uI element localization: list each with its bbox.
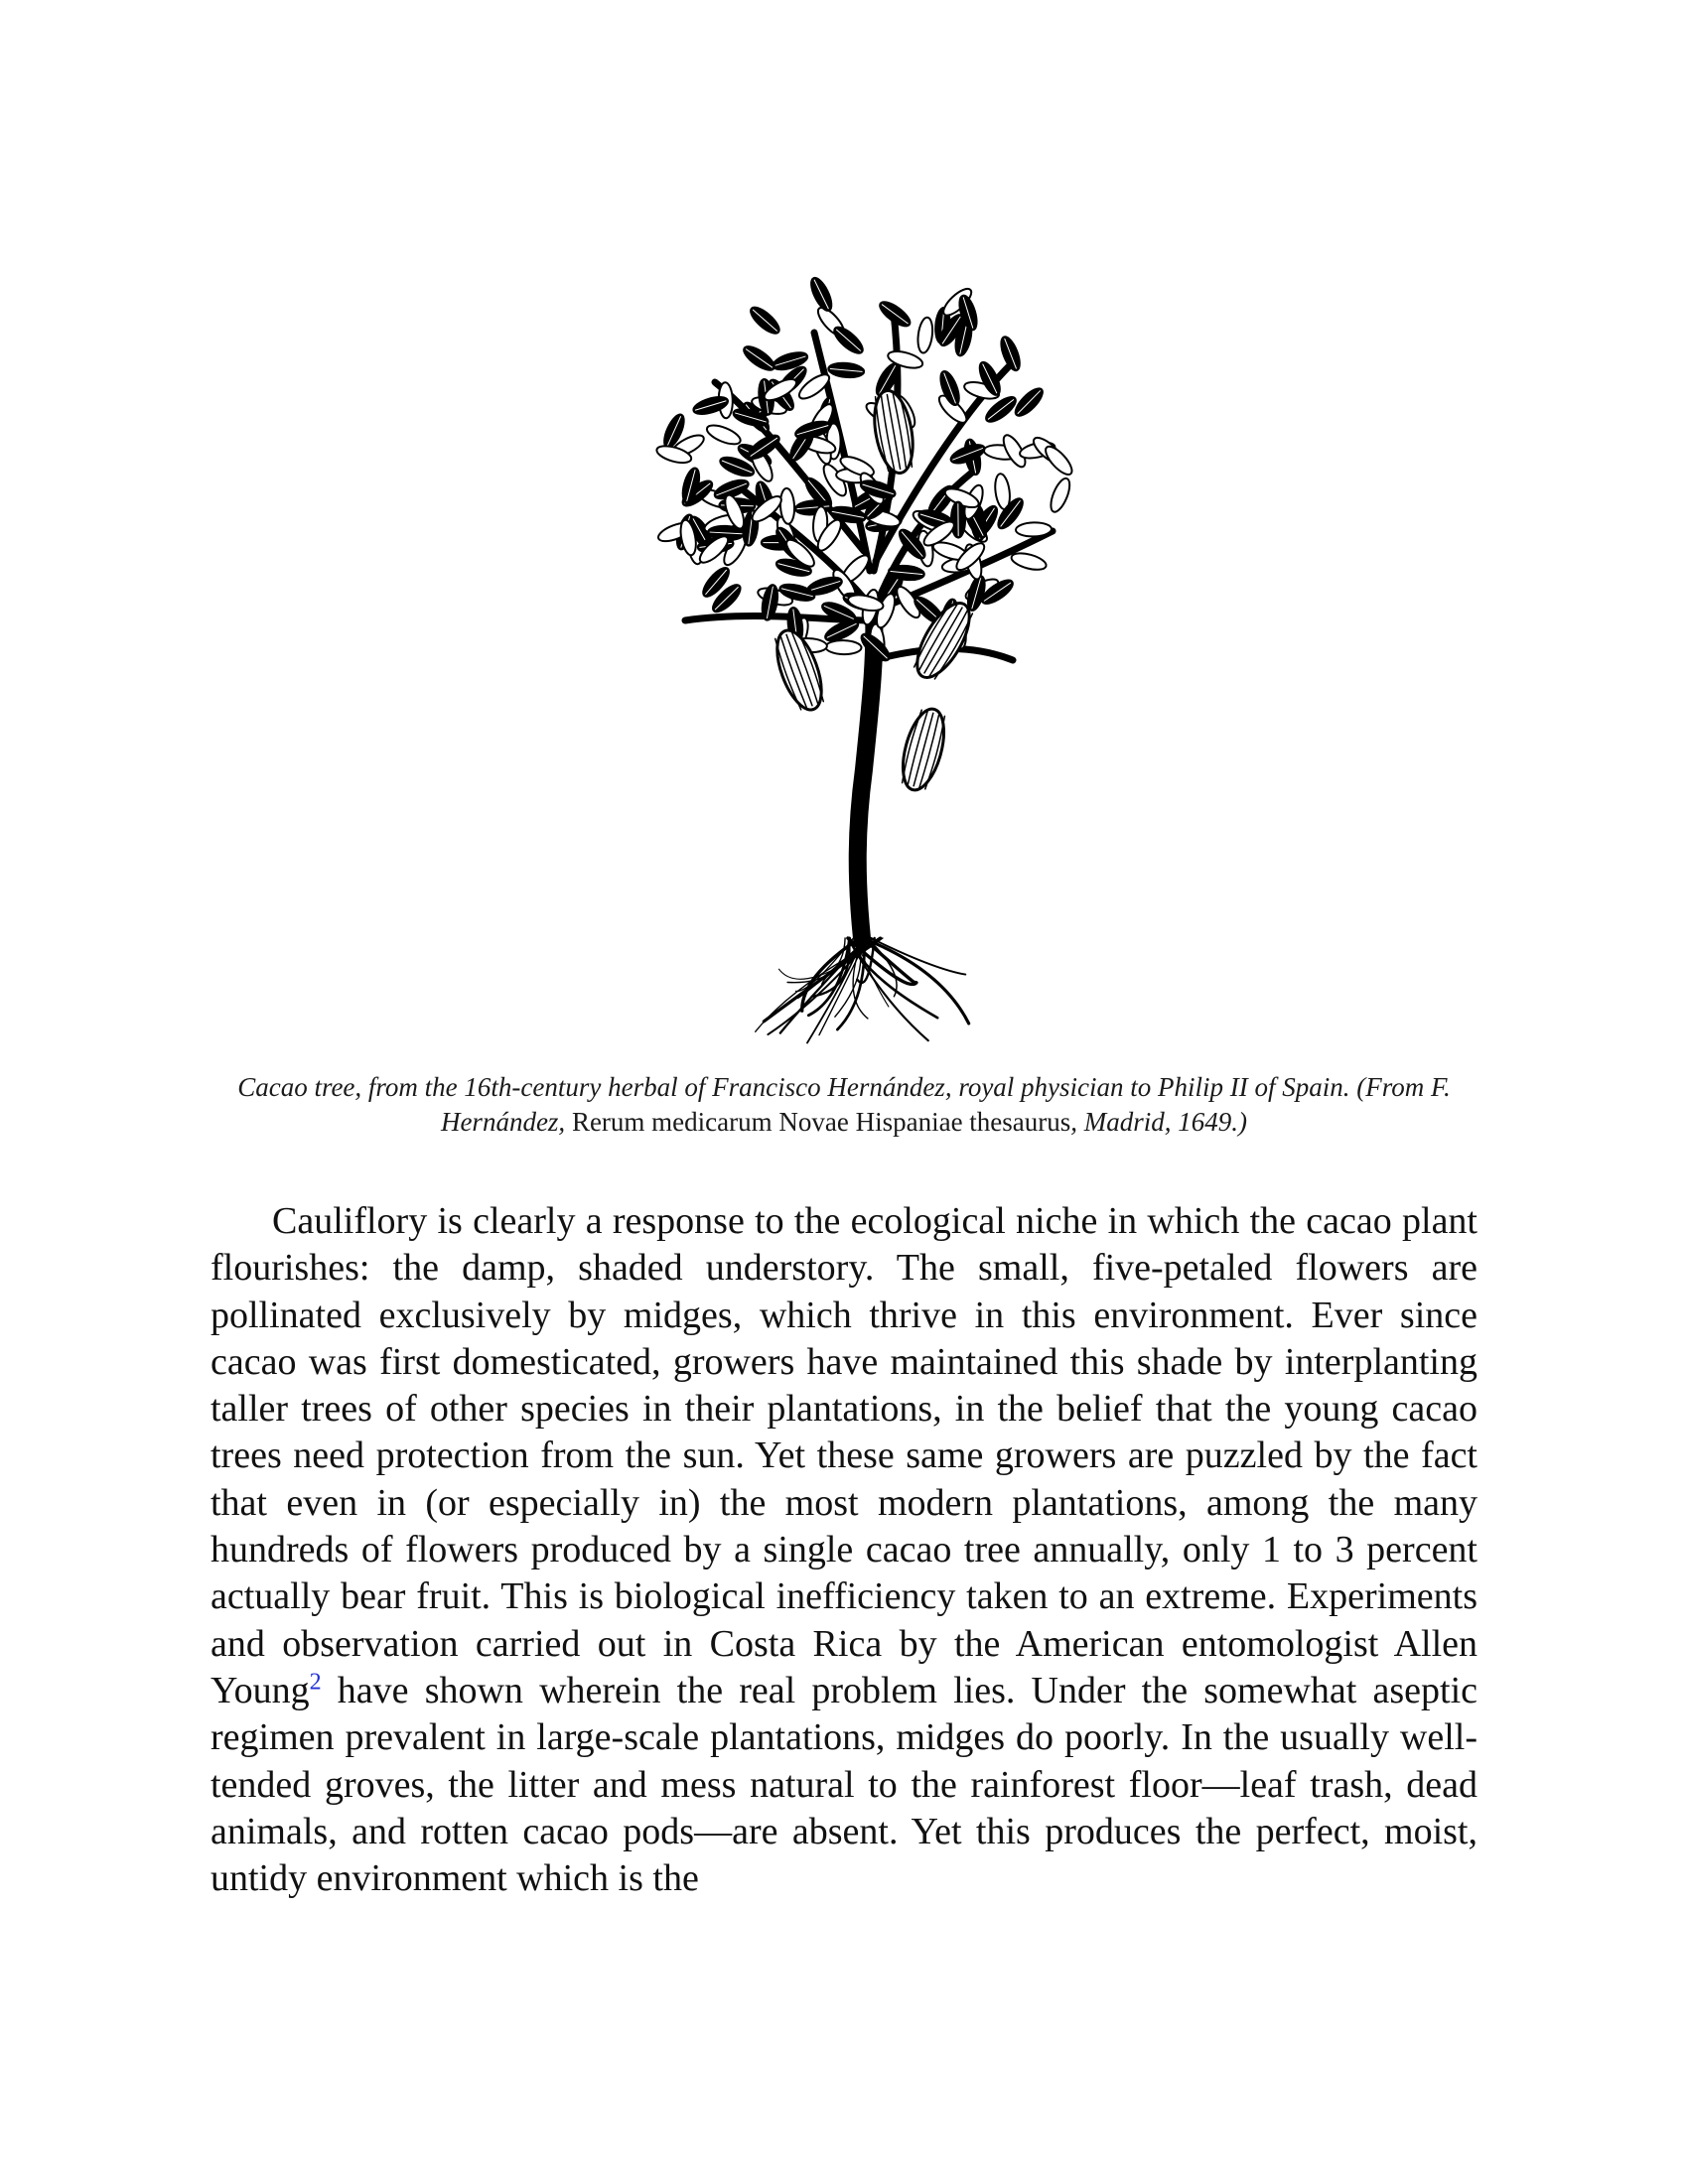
cacao-tree-illustration: [596, 194, 1112, 1067]
cacao-tree-woodcut-icon: [596, 194, 1112, 1067]
footnote-reference-link[interactable]: 2: [309, 1669, 322, 1696]
caption-source: , Madrid, 1649.): [1070, 1107, 1248, 1137]
caption-book-title: Rerum medicarum Novae Hispaniae thesaurus: [571, 1107, 1071, 1137]
figure-caption: [211, 1070, 1477, 1140]
paragraph-text-continued: have shown wherein the real problem lies. Under the somewhat aseptic regimen prevalent in large-scale plantations, midges do poorly. In the usually well-tended groves, the litter and mess natural to the rainforest floor—leaf trash, dead animals, and rotten cacao pods—are absent. Yet this produces the perfect, moist, untidy environment which is the: [211, 1669, 1477, 1900]
caption-text: Cacao tree, from the 16th-century herbal of Francisco Hernández, royal physician to Philip II of Spain. (From F. Hernández,: [237, 1072, 1451, 1137]
body-paragraph: [211, 1198, 1477, 1902]
paragraph-text: Cauliflory is clearly a response to the ecological niche in which the cacao plant flourishes: the damp, shaded understory. The small, five-petaled flowers are pollinated exclusively by midges, which thrive in this environment. Ever since cacao was first domesticated, growers have maintained this shade by interplanting taller trees of other species in their plantations, in the belief that the young cacao trees need protection from the sun. Yet these same growers are puzzled by the fact that even in (or especially in) the most modern plantations, among the many hundreds of flowers produced by a single cacao tree annually, only 1 to 3 percent actually bear fruit. This is biological inefficiency taken to an extreme. Experiments and observation carried out in Costa Rica by the American entomologist Allen Young: [211, 1200, 1477, 1711]
